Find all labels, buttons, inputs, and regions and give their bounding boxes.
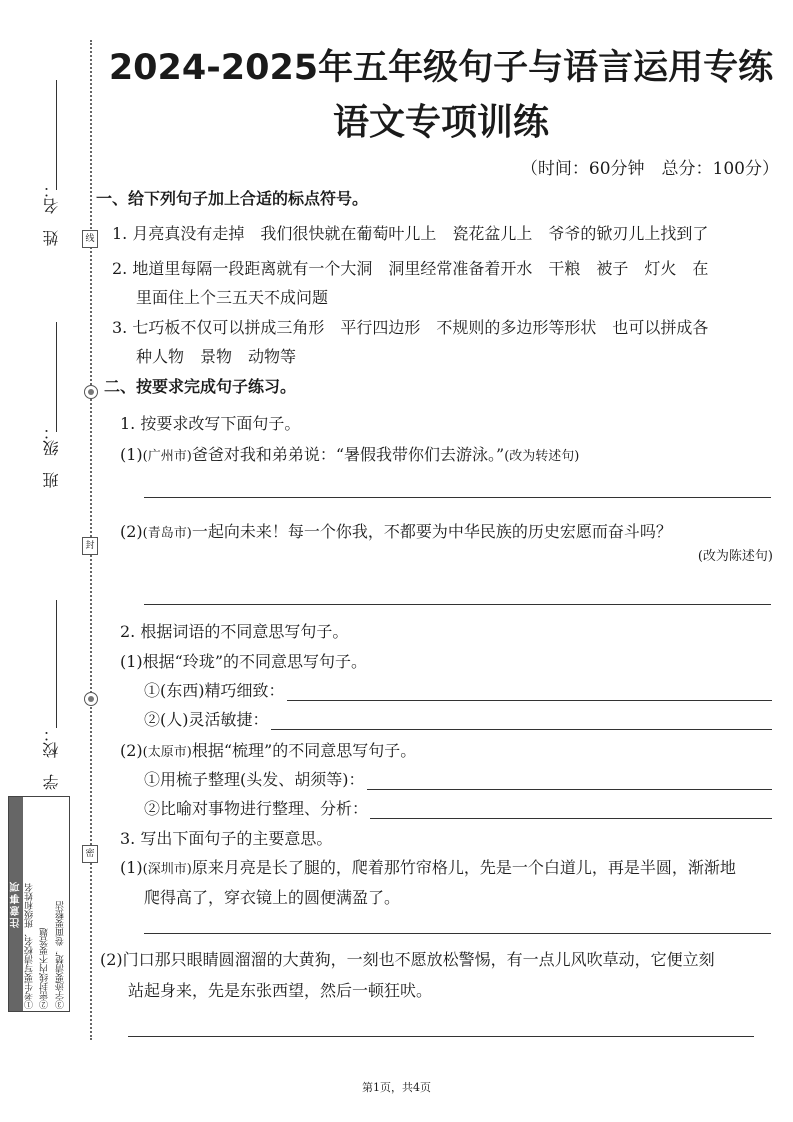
city-tag: (广州市) (142, 449, 192, 464)
notice-item: ②密封线内不要答题 (40, 928, 51, 1009)
requirement-tag: (改为转述句) (504, 449, 580, 464)
time-score-info: （时间：60分钟 总分：100分） (520, 159, 779, 179)
item-text: 根据“梳理”的不同意思写句子。 (191, 741, 417, 760)
question-2-3-2-cont: 站起身来，先是东张西望，然后一顿狂吠。 (128, 981, 433, 1000)
school-line (56, 600, 57, 728)
question-1-2-cont: 里面住上个三五天不成问题 (136, 288, 329, 307)
city-tag: (青岛市) (142, 526, 192, 541)
binding-hole (84, 385, 98, 399)
item-number: (1) (120, 858, 143, 877)
question-1-2: 2. 地道里每隔一段距离就有一个大洞 洞里经常准备着开水 干粮 被子 灯火 在 (112, 259, 709, 278)
answer-line[interactable] (144, 604, 771, 605)
binding-mark-seal: 封 (82, 537, 98, 555)
notice-item: ①考生要写清校名、班级和姓名 (25, 883, 35, 1009)
question-1-1: 1. 月亮真没有走掉 我们很快就在葡萄叶儿上 瓷花盆儿上 爷爷的锨刃儿上找到了 (112, 224, 709, 243)
item-number: (2) (120, 741, 143, 760)
binding-mark-dense: 密 (82, 845, 98, 863)
fill-row (144, 767, 772, 790)
question-2-3-2: (2)门口那只眼睛圆溜溜的大黄狗，一刻也不愿放松警惕，有一点儿风吹草动，它便立刻 (100, 950, 715, 969)
fill-prompt: ①(东西)精巧细致： (144, 681, 285, 700)
question-2-2: 2. 根据词语的不同意思写句子。 (120, 622, 349, 641)
item-number: (2) (120, 522, 143, 541)
notice-title: 注意事项 (9, 797, 23, 1011)
answer-line[interactable] (370, 802, 772, 819)
page-number: 第1页，共4页 (362, 1081, 431, 1094)
question-2-3-1-cont: 爬得高了，穿衣镜上的圆便满盈了。 (144, 888, 401, 907)
question-2-3-1 (120, 855, 736, 878)
answer-line[interactable] (144, 933, 771, 934)
answer-line[interactable] (271, 713, 773, 730)
section-heading-2: 二、按要求完成句子练习。 (104, 377, 297, 396)
fill-prompt: ①用梳子整理(头发、胡须等)： (144, 770, 365, 789)
question-2-2-1: (1)根据“玲珑”的不同意思写句子。 (120, 652, 368, 671)
fill-prompt: ②(人)灵活敏捷： (144, 710, 269, 729)
section-heading-1: 一、给下列句子加上合适的标点符号。 (96, 189, 369, 208)
notice-box (8, 796, 70, 1012)
question-2-1-2 (120, 519, 672, 542)
city-tag: (深圳市) (142, 862, 192, 877)
page-title: 2024-2025年五年级句子与语言运用专练 (108, 48, 774, 88)
fill-prompt: ②比喻对事物进行整理、分析： (144, 799, 369, 818)
answer-line[interactable] (144, 497, 771, 498)
school-label: 学 校： (42, 726, 61, 790)
question-2-1-1 (120, 442, 579, 465)
class-line (56, 322, 57, 432)
question-1-3: 3. 七巧板不仅可以拼成三角形 平行四边形 不规则的多边形等形状 也可以拼成各 (112, 318, 709, 337)
binding-hole (84, 692, 98, 706)
question-2-3: 3. 写出下面句子的主要意思。 (120, 829, 333, 848)
item-text: 原来月亮是长了腿的，爬着那竹帘格儿，先是一个白道儿，再是半圆，渐渐地 (191, 858, 736, 877)
question-2-2-2 (120, 738, 416, 761)
question-2-1: 1. 按要求改写下面句子。 (120, 414, 301, 433)
page-subtitle: 语文专项训练 (332, 102, 549, 143)
item-text: 一起向未来！每一个你我，不都要为中华民族的历史宏愿而奋斗吗？ (191, 522, 672, 541)
requirement-tag: (改为陈述句) (697, 549, 773, 564)
city-tag: (太原市) (142, 745, 192, 760)
name-label: 姓 名： (42, 182, 61, 246)
fill-row (144, 678, 772, 701)
item-text: 爸爸对我和弟弟说：“暑假我带你们去游泳。” (191, 445, 505, 464)
binding-mark-line: 线 (82, 230, 98, 248)
question-1-3-cont: 种人物 景物 动物等 (136, 347, 297, 366)
answer-line[interactable] (128, 1036, 754, 1037)
answer-line[interactable] (367, 773, 773, 790)
answer-line[interactable] (287, 684, 773, 701)
fill-row (144, 707, 772, 730)
fill-row (144, 796, 772, 819)
class-label: 班 级： (42, 424, 61, 488)
notice-item: ③字迹要清楚，卷面要整洁 (55, 901, 66, 1009)
name-line (56, 80, 57, 190)
item-number: (1) (120, 445, 143, 464)
